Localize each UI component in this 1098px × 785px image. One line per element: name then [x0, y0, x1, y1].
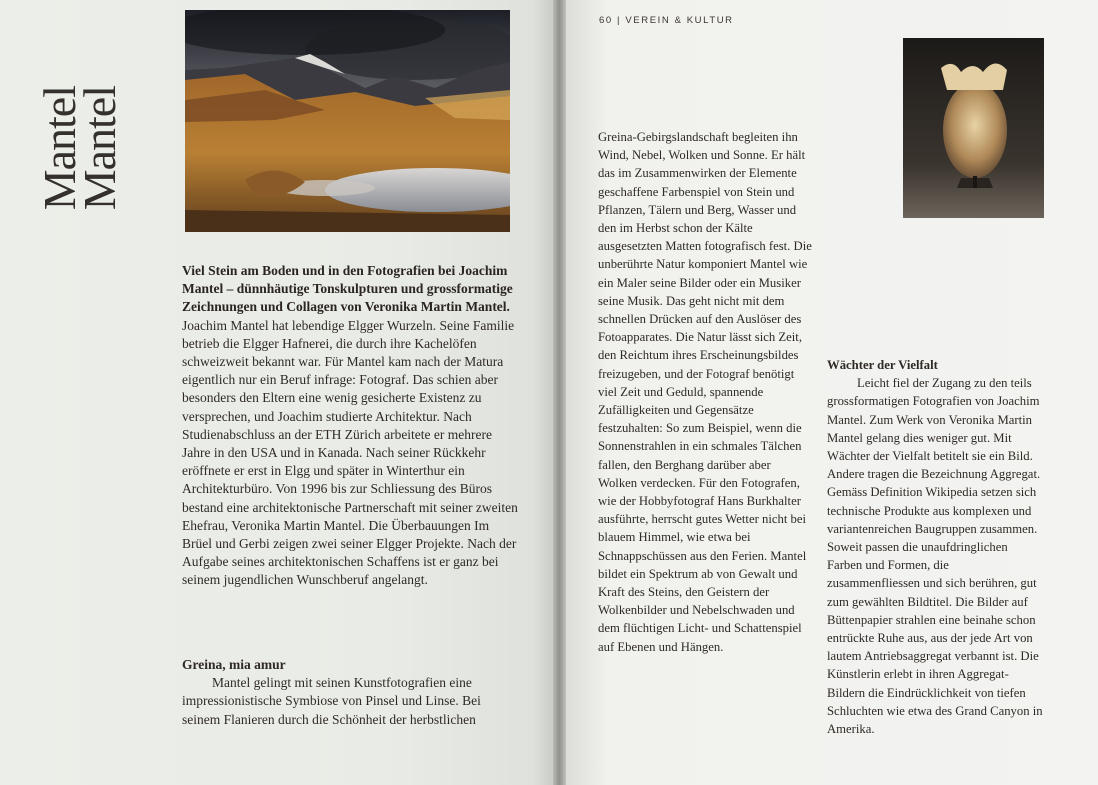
greina-paragraph-start: Mantel gelingt mit seinen Kunstfotografien eine impressionistische Symbiose von Pinsel und Linse. Bei seinem Flanieren durch die Schönheit der herbstlichen: [182, 675, 481, 727]
running-head: [599, 15, 734, 26]
section-title: VEREIN & KULTUR: [625, 15, 734, 26]
vertical-title: [34, 84, 134, 244]
left-column: [182, 262, 522, 590]
running-head-separator: |: [617, 15, 622, 26]
waechter-paragraph: Leicht fiel der Zugang zu den teils grossformatigen Fotografien von Joachim Mantel. Zum Werk von Veronika Martin Mantel gelang dies weniger gut. Mit Wächter der Vielfalt betitelt sie ein Bild. Andere tragen die Bezeichnung Aggregat. Gemäss Definition Wikipedia setzen sich technische Produkte aus komplexen und variantenreichen Baugruppen zusammen. Soweit passen die unaufdringlichen Farben und Formen, die zusammenfliessen und sich berühren, gut zum gewählten Bildtitel. Die Bilder auf Büttenpapier strahlen eine beinahe schon entrückte Ruhe aus, aus der jede Art von lautem Antriebsaggregat verbannt ist. Die Künstlerin erlebt in ihren Aggregat-Bildern die Eindrücklichkeit von tiefen Schluchten wie etwa des Grand Canyon in Amerika.: [827, 376, 1043, 737]
right-column: [827, 356, 1045, 738]
section-heading-waechter: Wächter der Vielfalt: [827, 358, 938, 372]
book-gutter: [553, 0, 567, 785]
title-line-2: Mantel: [74, 86, 125, 211]
middle-column: [598, 128, 812, 656]
title-line-1: Mantel: [34, 86, 85, 211]
sculpture-photo: [903, 38, 1044, 218]
left-column-section: [182, 656, 522, 729]
greina-paragraph-continued: Greina-Gebirgslandschaft begleiten ihn Wind, Nebel, Wolken und Sonne. Er hält das im Zusammenwirken der Elemente geschaffene Farbenspiel von Stein und Pflanzen, Tälern und Berg, Wasser und den im Herbst schon der Kälte ausgesetzten Matten fotografisch fest. Die unberührte Natur komponiert Mantel wie ein Maler seine Bilder oder ein Musiker seine Musik. Das geht nicht mit dem schnellen Drücken auf den Auslöser des Fotoapparates. Die Natur lässt sich Zeit, den Reichtum ihres Erscheinungsbildes freizugeben, und der Fotograf benötigt viel Zeit und Geduld, spannende Zufälligkeiten und Gegensätze festzuhalten: So zum Beispiel, wenn die Sonnenstrahlen in ein schmales Tälchen fallen, den Berghang darüber aber Wolken verdecken. Für den Fotografen, wie der Hobbyfotograf Hans Burkhalter ausführte, herrscht gutes Wetter nicht bei blauem Himmel, wie etwa bei Schnappschüssen aus den Ferien. Mantel bildet ein Spektrum ab von Gewalt und Kraft des Steins, den Geistern der Wolkenbilder und Nebelschwaden und dem flüchtigen Licht- und Schattenspiel auf Ebenen und Hängen.: [598, 130, 812, 654]
lead-paragraph: Viel Stein am Boden und in den Fotografien bei Joachim Mantel – dünnhäutige Tonskulpturen und grossformatige Zeichnungen und Collagen von Veronika Martin Mantel.: [182, 263, 513, 315]
page-number: 60: [599, 15, 613, 26]
landscape-photo: [185, 10, 510, 232]
intro-paragraph: Joachim Mantel hat lebendige Elgger Wurzeln. Seine Familie betrieb die Elgger Hafnerei, die durch ihre Kachelöfen schweizweit bekannt war. Für Mantel kam nach der Matura eigentlich nur ein Beruf infrage: Fotograf. Das schien aber besonders den Eltern eine wenig gesicherte Existenz zu versprechen, und Joachim studierte Architektur. Nach Studienabschluss an der ETH Zürich arbeitete er mehrere Jahre in den USA und in Kanada. Nach seiner Rückkehr eröffnete er erst in Elgg und später in Winterthur ein Architekturbüro. Von 1996 bis zur Schliessung des Büros bestand eine architektonische Partnerschaft mit seiner zweiten Ehefrau, Veronika Martin Mantel. Die Überbauungen Im Brüel und Gerbi zeigen zwei seiner Elgger Projekte. Nach der Aufgabe seines architektonischen Schaffens ist er ganz bei seinem jugendlichen Wunschberuf angelangt.: [182, 317, 518, 588]
section-heading-greina: Greina, mia amur: [182, 657, 286, 672]
